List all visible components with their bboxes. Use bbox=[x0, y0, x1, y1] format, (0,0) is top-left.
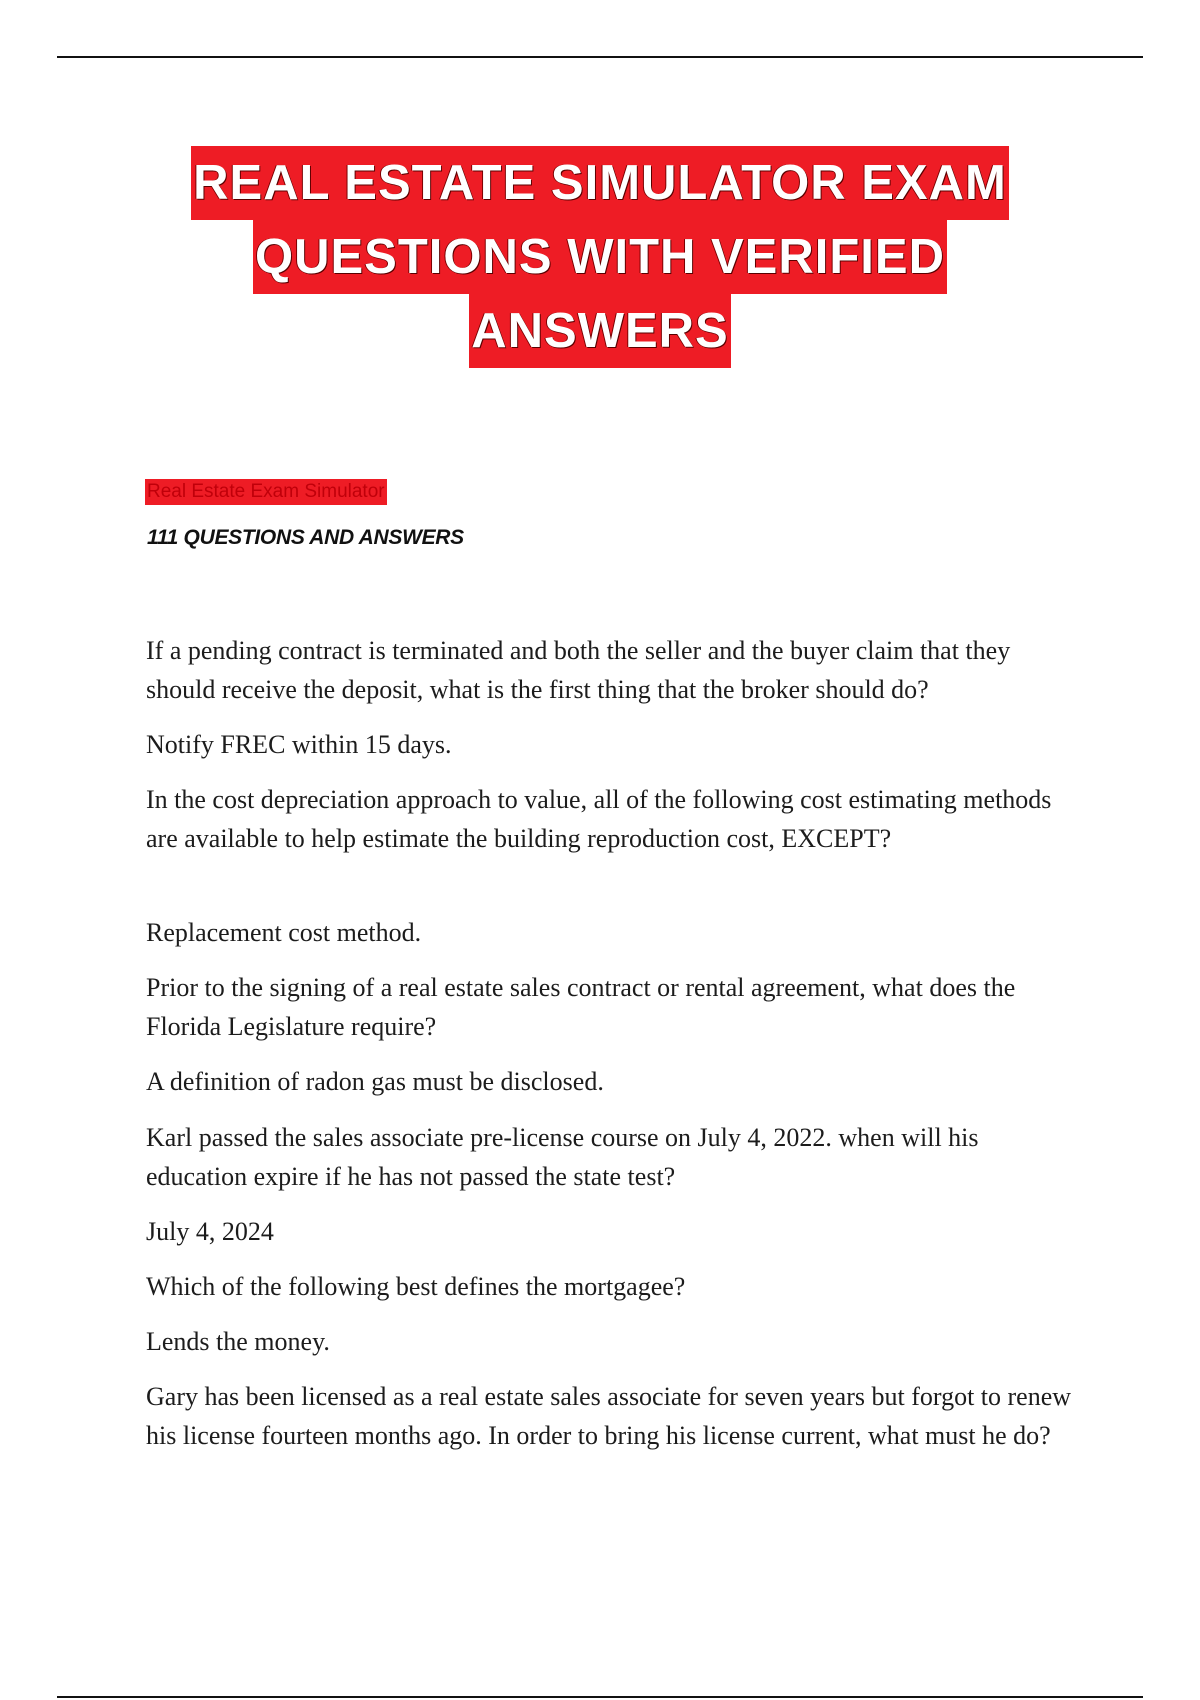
question-5: Which of the following best defines the mortgagee? bbox=[146, 1272, 686, 1301]
questions-count-heading: 111 QUESTIONS AND ANSWERS bbox=[147, 526, 464, 549]
answer-3: A definition of radon gas must be disclosed. bbox=[146, 1067, 604, 1096]
top-rule bbox=[57, 56, 1143, 58]
bottom-rule bbox=[57, 1696, 1143, 1698]
subtitle-link[interactable]: Real Estate Exam Simulator bbox=[145, 479, 387, 505]
title-line-3: ANSWERS bbox=[469, 294, 730, 368]
answer-4: July 4, 2024 bbox=[146, 1217, 274, 1246]
answer-2: Replacement cost method. bbox=[146, 918, 422, 947]
document-title bbox=[0, 146, 1200, 368]
title-line-1: REAL ESTATE SIMULATOR EXAM bbox=[191, 146, 1009, 220]
question-4: Karl passed the sales associate pre-license course on July 4, 2022. when will his education expire if he has not passed the state test? bbox=[146, 1123, 979, 1191]
answer-5: Lends the money. bbox=[146, 1327, 330, 1356]
question-2: In the cost depreciation approach to value, all of the following cost estimating methods are available to help estimate the building reproduction cost, EXCEPT? bbox=[146, 785, 1052, 853]
question-3: Prior to the signing of a real estate sales contract or rental agreement, what does the Florida Legislature require? bbox=[146, 973, 1016, 1041]
question-6: Gary has been licensed as a real estate sales associate for seven years but forgot to renew his license fourteen months ago. In order to bring his license current, what must he do? bbox=[146, 1382, 1072, 1450]
answer-1: Notify FREC within 15 days. bbox=[146, 730, 452, 759]
question-1: If a pending contract is terminated and both the seller and the buyer claim that they should receive the deposit, what is the first thing that the broker should do? bbox=[146, 636, 1011, 704]
title-line-2: QUESTIONS WITH VERIFIED bbox=[253, 220, 947, 294]
